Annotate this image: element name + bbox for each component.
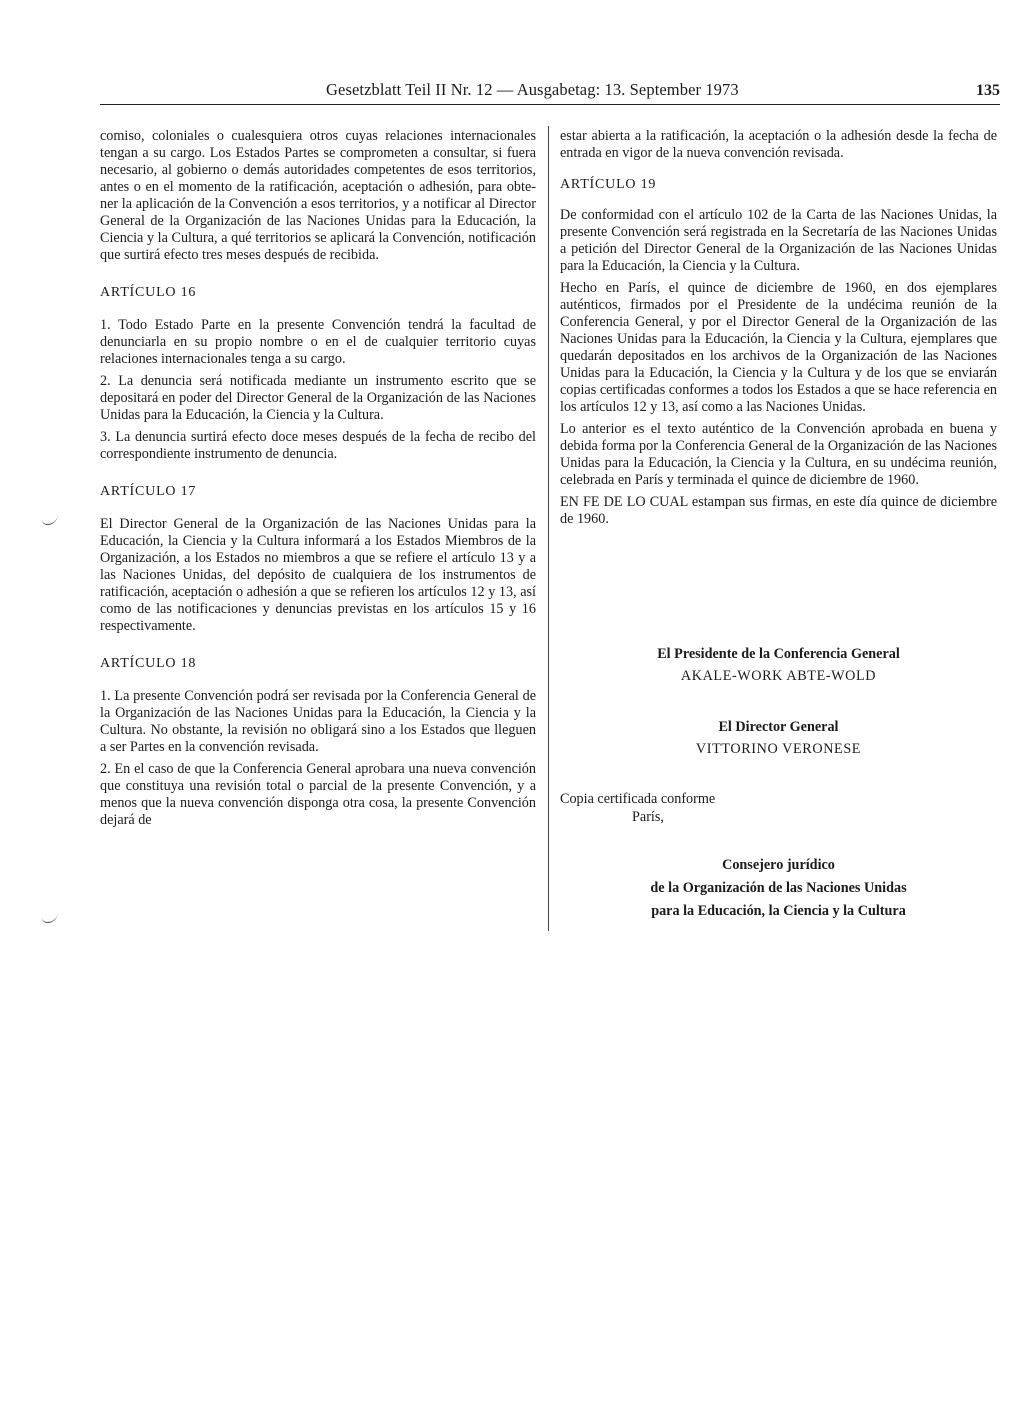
margin-hole-mark: [42, 910, 58, 923]
director-signature: [560, 716, 997, 760]
margin-hole-mark: [42, 512, 58, 525]
president-signature: [560, 643, 997, 687]
right-column: [560, 128, 997, 533]
legal-counsel-line-3: para la Educación, la Ciencia y la Cultura: [651, 903, 906, 919]
header-title: Gesetzblatt Teil II Nr. 12 — Ausgabetag: 13. September 1973: [326, 80, 739, 99]
article-18-paragraph-2: 2. En el caso de que la Conferencia General aprobara una nueva convención que constituya una revisión total o parcial de la presente Convención, y a menos que la nueva convención disponga otra cosa, la presente Convención dejará de: [100, 761, 536, 828]
article-19-paragraph-1: De conformidad con el artículo 102 de la Carta de las Naciones Unidas, la presente Convención será registrada en la Secretaría de las Naciones Unidas a petición del Director General de la Organización de las Naciones Unidas para la Educación, la Ciencia y la Cultura.: [560, 207, 997, 274]
certified-copy-line-1: Copia certificada conforme: [560, 791, 716, 807]
page-number: 135: [976, 82, 1000, 99]
legal-counsel-line-1: Consejero jurídico: [722, 857, 835, 873]
director-title: El Director General: [718, 719, 839, 735]
president-name: AKALE-WORK ABTE-WOLD: [680, 668, 877, 684]
paragraph-continuation: estar abierta a la ratificación, la aceptación o la adhesión desde la fecha de entrada en vigor de la nueva convención revisada.: [560, 128, 997, 161]
article-17-paragraph-1: El Director General de la Organización de las Naciones Unidas para la Educación, la Ciencia y la Cultura informará a los Estados Miembros de la Organización, a los Estados no miembros a que se refiere el artículo 13 y a las Naciones Unidas, del depósito de cualquiera de los instrumentos de ratificación, aceptación o adhesión a que se refieren los artículos 12 y 13, así como de las notificaciones y denuncias previstas en los artículos 15 y 16 respectivamente.: [100, 516, 536, 634]
left-column: [100, 128, 536, 834]
column-divider: [548, 126, 549, 931]
running-header: [100, 80, 1000, 102]
article-16-paragraph-3: 3. La denuncia surtirá efecto doce meses después de la fecha de recibo del correspondiente instrumento de denuncia.: [100, 429, 536, 462]
paragraph-en-fe: EN FE DE LO CUAL estampan sus firmas, en este día quince de diciembre de 1960.: [560, 494, 997, 527]
paragraph-intro: comiso, coloniales o cualesquiera otros cuyas relaciones internacionales tengan a su cargo. Los Estados Partes se comprometen a consultar, si fuera necesario, al gobierno o demás autoridades competentes de esos territorios, antes o en el momento de la ratificación, aceptación o adhesión, para obtener la aplicación de la Convención a esos territorios, y a notificar al Director General de la Organización de las Naciones Unidas para la Educación, la Ciencia y la Cultura, a qué territorios se aplicará la Convención, notificación que surtirá efecto tres meses después de recibida.: [100, 128, 536, 263]
legal-counsel-block: [560, 854, 997, 923]
certified-copy: [560, 790, 715, 826]
article-18-heading: ARTÍCULO 18: [100, 656, 197, 671]
article-16-paragraph-2: 2. La denuncia será notificada mediante un instrumento escrito que se depositará en poder del Director General de la Organización de las Naciones Unidas para la Educación, la Ciencia y la Cultura.: [100, 373, 536, 423]
certified-copy-place: París,: [632, 809, 664, 825]
article-18-paragraph-1: 1. La presente Convención podrá ser revisada por la Conferencia General de la Organización de las Naciones Unidas para la Educación, la Ciencia y la Cultura. No obstante, la revisión no obligará sino a los Estados que lleguen a ser Partes en la convención revisada.: [100, 688, 536, 755]
header-rule: [100, 104, 1000, 105]
article-16-heading: ARTÍCULO 16: [100, 285, 197, 300]
article-16-paragraph-1: 1. Todo Estado Parte en la presente Convención tendrá la facultad de denunciarla en su propio nombre o en el de cualquier territorio cuyas relaciones internacionales tenga a su cargo.: [100, 317, 536, 367]
legal-counsel-line-2: de la Organización de las Naciones Unidas: [650, 880, 907, 896]
article-17-heading: ARTÍCULO 17: [100, 484, 197, 499]
paragraph-anterior: Lo anterior es el texto auténtico de la Convención aprobada en buena y debida forma por la Conferencia General de la Organización de las Naciones Unidas para la Educación, la Ciencia y la Cultura, en su undécima reunión, celebrada en París y terminada el quince de diciembre de 1960.: [560, 421, 997, 488]
paragraph-hecho: Hecho en París, el quince de diciembre de 1960, en dos ejemplares auténticos, firmados por el Presidente de la undécima reunión de la Conferencia General, y por el Director General de la Organización de las Naciones Unidas para la Educación, la Ciencia y la Cultura, ejemplares que quedarán depositados en los archivos de la Organización de las Naciones Unidas para la Educación, la Ciencia y la Cultura y de los que se enviarán copias certificadas conformes a todos los Estados a que se hace referencia en los artículos 12 y 13, así como a las Naciones Unidas.: [560, 280, 997, 415]
president-title: El Presidente de la Conferencia General: [657, 646, 900, 662]
director-name: VITTORINO VERONESE: [695, 741, 862, 757]
article-19-heading: ARTÍCULO 19: [560, 177, 657, 192]
